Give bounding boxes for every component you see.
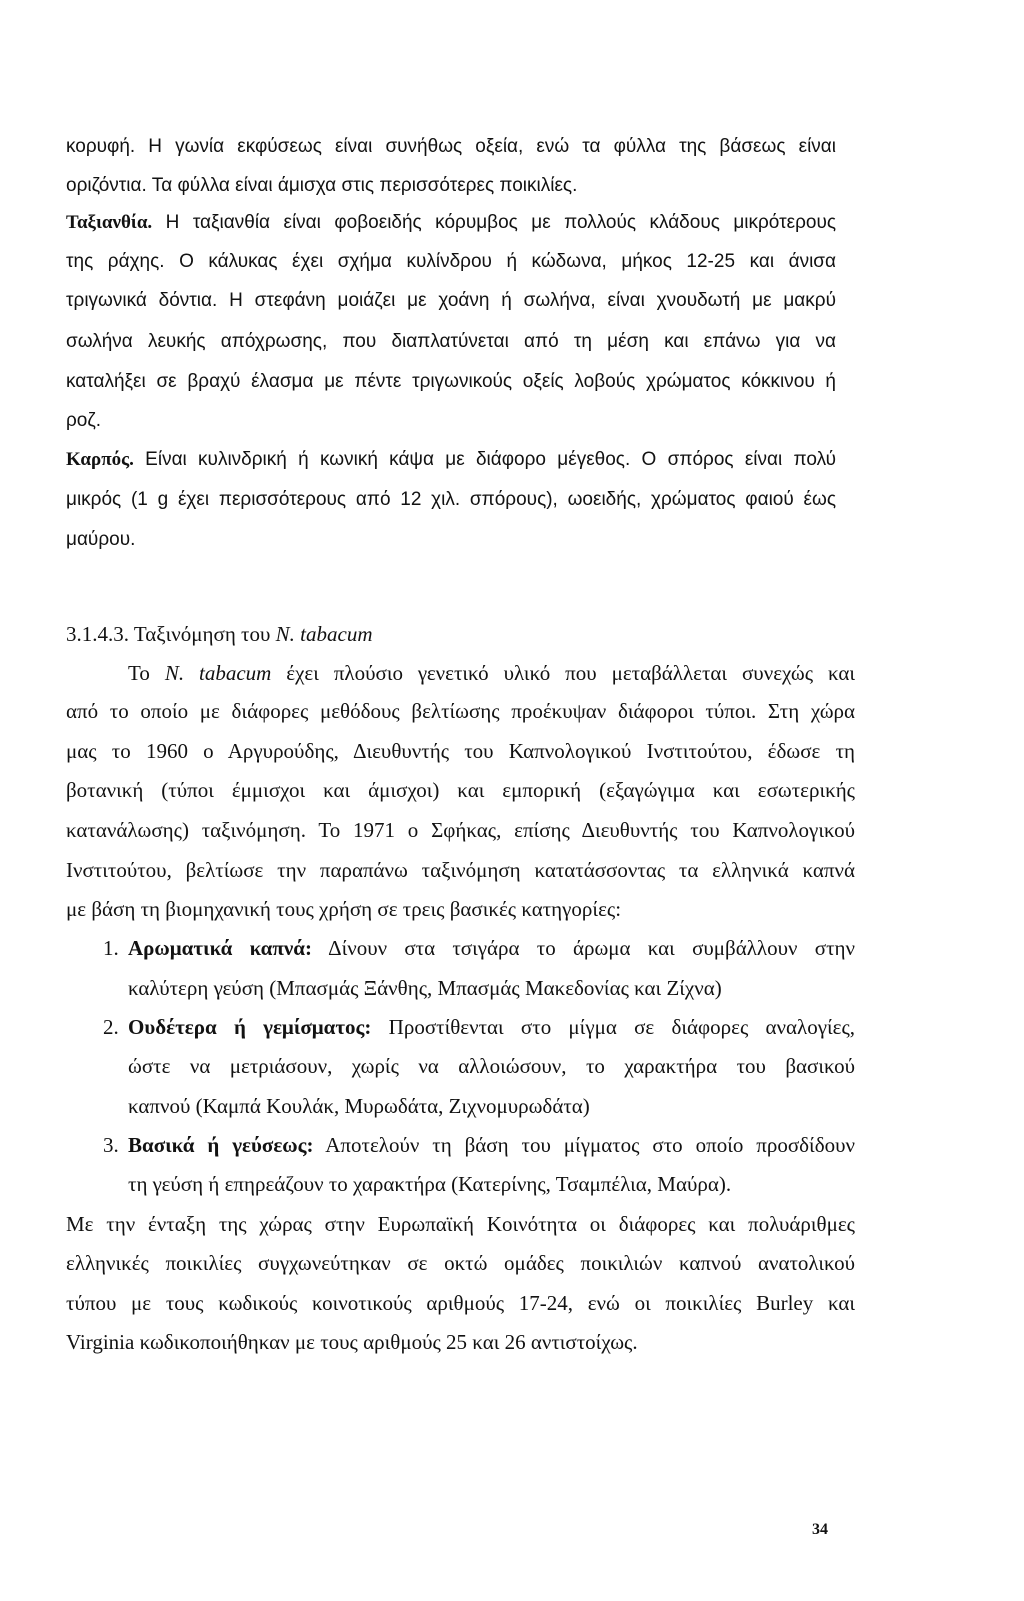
paragraph-line: μαύρου. — [66, 529, 136, 550]
list-item — [128, 1012, 855, 1042]
paragraph-line: κορυφή. Η γωνία εκφύσεως είναι συνήθως οξεία, ενώ τα φύλλα της βάσεως είναι — [66, 136, 836, 157]
paragraph-line: Virginia κωδικοποιήθηκαν με τους αριθμούς 25 και 26 αντιστοίχως. — [66, 1330, 638, 1354]
category-name: Ουδέτερα ή γεμίσματος: — [128, 1015, 372, 1039]
list-item-line: ώστε να μετριάσουν, χωρίς να αλλοιώσουν, το χαρακτήρα του βασικού — [128, 1054, 855, 1078]
list-number: 2. — [103, 1015, 119, 1039]
paragraph-line: της ράχης. Ο κάλυκας έχει σχήμα κυλίνδρου ή κώδωνα, μήκος 12-25 και άνισα — [66, 251, 836, 272]
paragraph-line: οριζόντια. Τα φύλλα είναι άμισχα στις περισσότερες ποικιλίες. — [66, 175, 578, 196]
page-number: 34 — [812, 1521, 828, 1538]
section-title: Ταξινόμηση του — [133, 622, 271, 646]
paragraph-line: τύπου με τους κωδικούς κοινοτικούς αριθμούς 17-24, ενώ οι ποικιλίες Burley και — [66, 1291, 855, 1315]
paragraph-line: τριγωνικά δόντια. Η στεφάνη μοιάζει με χοάνη ή σωλήνα, είναι χνουδωτή με μακρύ — [66, 290, 836, 311]
paragraph-line: σωλήνα λευκής απόχρωσης, που διαπλατύνεται από τη μέση και επάνω για να — [66, 331, 836, 352]
line-text: Προστίθενται στο μίγμα σε διάφορες αναλογίες, — [388, 1015, 856, 1039]
category-name: Αρωματικά καπνά: — [128, 936, 312, 960]
line-text: Δίνουν στα τσιγάρα το άρωμα και συμβάλλουν στην — [328, 936, 855, 960]
paragraph-line: κατανάλωσης) ταξινόμηση. Το 1971 ο Σφήκας, επίσης Διευθυντής του Καπνολογικού — [66, 818, 855, 842]
paragraph-line — [66, 446, 836, 474]
list-item-line: τη γεύση ή επηρεάζουν το χαρακτήρα (Κατερίνης, Τσαμπέλια, Μαύρα). — [128, 1172, 732, 1196]
paragraph-line: ελληνικές ποικιλίες συγχωνεύτηκαν σε οκτώ ομάδες ποικιλιών καπνού ανατολικού — [66, 1251, 855, 1275]
line-text: Είναι κυλινδρική ή κωνική κάψα με διάφορο μέγεθος. Ο σπόρος είναι πολύ — [145, 449, 836, 470]
paragraph-line: βοτανική (τύποι έμμισχοι και άμισχοι) και εμπορική (εξαγώγιμα και εσωτερικής — [66, 778, 855, 802]
species-name: N. tabacum — [275, 622, 373, 646]
list-number: 1. — [103, 936, 119, 960]
list-item-line: καπνού (Καμπά Κουλάκ, Μυρωδάτα, Ζιχνομυρωδάτα) — [128, 1094, 590, 1118]
paragraph-line: μας το 1960 ο Αργυρούδης, Διευθυντής του Καπνολογικού Ινστιτούτου, έδωσε τη — [66, 739, 855, 763]
section-heading — [66, 619, 855, 649]
list-item-line: καλύτερη γεύση (Μπασμάς Ξάνθης, Μπασμάς Μακεδονίας και Ζίχνα) — [128, 976, 722, 1000]
list-item — [128, 933, 855, 963]
paragraph-line: Με την ένταξη της χώρας στην Ευρωπαϊκή Κοινότητα οι διάφορες και πολυάριθμες — [66, 1212, 855, 1236]
paragraph-line — [128, 658, 855, 688]
paragraph-line — [66, 209, 836, 237]
paragraph-line: ροζ. — [66, 410, 102, 431]
line-text: Το — [128, 661, 150, 685]
paragraph-line: μικρός (1 g έχει περισσότερους από 12 χιλ. σπόρους), ωοειδής, χρώματος φαιού έως — [66, 489, 836, 510]
term-fruit: Καρπός. — [66, 449, 134, 470]
category-name: Βασικά ή γεύσεως: — [128, 1133, 314, 1157]
paragraph-line: Ινστιτούτου, βελτίωσε την παραπάνω ταξινόμηση κατατάσσοντας τα ελληνικά καπνά — [66, 858, 855, 882]
term-inflorescence: Ταξιανθία. — [66, 212, 153, 233]
paragraph-line: καταλήξει σε βραχύ έλασμα με πέντε τριγωνικούς οξείς λοβούς χρώματος κόκκινου ή — [66, 371, 836, 392]
line-text: Αποτελούν τη βάση του μίγματος στο οποίο προσδίδουν — [325, 1133, 855, 1157]
paragraph-line: με βάση τη βιομηχανική τους χρήση σε τρεις βασικές κατηγορίες: — [66, 897, 622, 921]
list-item — [128, 1130, 855, 1160]
species-name: N. tabacum — [164, 661, 272, 685]
line-text: Η ταξιανθία είναι φοβοειδής κόρυμβος με πολλούς κλάδους μικρότερους — [165, 212, 836, 233]
section-number: 3.1.4.3. — [66, 622, 129, 646]
list-number: 3. — [103, 1133, 119, 1157]
paragraph-line: από το οποίο με διάφορες μεθόδους βελτίωσης προέκυψαν διάφοροι τύποι. Στη χώρα — [66, 699, 855, 723]
line-text: έχει πλούσιο γενετικό υλικό που μεταβάλλεται συνεχώς και — [286, 661, 855, 685]
